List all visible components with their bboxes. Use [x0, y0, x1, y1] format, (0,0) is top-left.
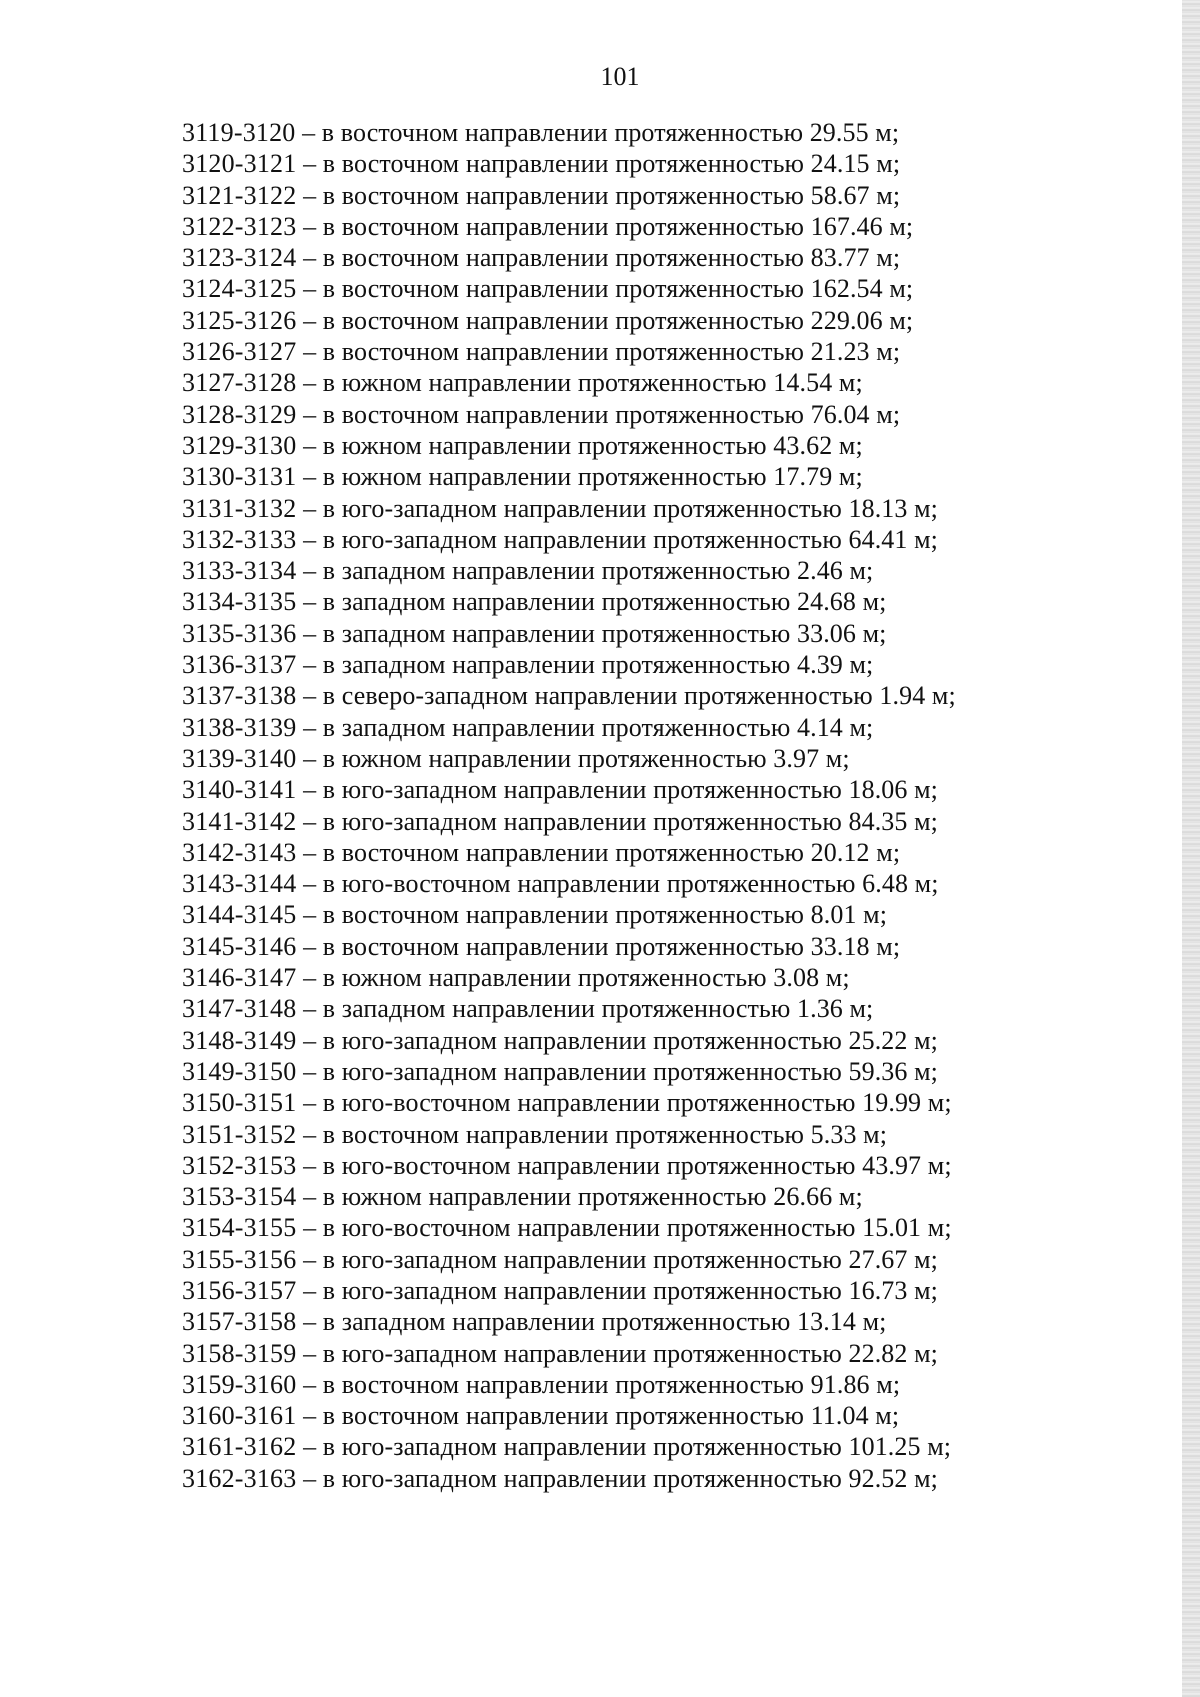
- segment-point-range: 3121-3122: [182, 180, 297, 210]
- segment-point-range: 3149-3150: [182, 1056, 297, 1086]
- boundary-segment-entry: [182, 1275, 1112, 1306]
- segment-point-range: 3145-3146: [182, 931, 297, 961]
- segment-point-range: 3135-3136: [182, 618, 297, 648]
- segment-point-range: 3134-3135: [182, 587, 297, 617]
- boundary-segment-entry: [182, 524, 1112, 555]
- segment-description: – в южном направлении протяженностью 3.08 м;: [303, 963, 850, 993]
- boundary-segment-entry: [182, 586, 1112, 617]
- boundary-segment-entry: [182, 305, 1112, 336]
- segment-point-range: 3136-3137: [182, 650, 297, 680]
- segment-description: – в восточном направлении протяженностью 58.67 м;: [303, 180, 901, 210]
- segment-description: – в южном направлении протяженностью 26.66 м;: [303, 1182, 863, 1212]
- boundary-segment-entry: [182, 399, 1112, 430]
- boundary-segment-entry: [182, 1338, 1112, 1369]
- segment-point-range: 3146-3147: [182, 963, 297, 993]
- segment-description: – в восточном направлении протяженностью 20.12 м;: [303, 837, 901, 867]
- segment-point-range: 3131-3132: [182, 493, 297, 523]
- segment-description: – в юго-западном направлении протяженностью 101.25 м;: [303, 1432, 952, 1462]
- segment-description: – в восточном направлении протяженностью 11.04 м;: [303, 1401, 900, 1431]
- boundary-segment-entry: [182, 712, 1112, 743]
- segment-point-range: 3162-3163: [182, 1463, 297, 1493]
- segment-description: – в восточном направлении протяженностью 162.54 м;: [303, 274, 914, 304]
- segment-point-range: 3119-3120: [182, 118, 296, 147]
- segment-point-range: 3124-3125: [182, 274, 297, 304]
- segment-point-range: 3155-3156: [182, 1244, 297, 1274]
- boundary-segment-entry: [182, 1181, 1112, 1212]
- segment-description: – в восточном направлении протяженностью 8.01 м;: [303, 900, 888, 930]
- segment-description: – в юго-западном направлении протяженностью 59.36 м;: [303, 1056, 938, 1086]
- boundary-segment-entry: [182, 242, 1112, 273]
- segment-description: – в южном направлении протяженностью 3.97 м;: [303, 743, 850, 773]
- segment-point-range: 3141-3142: [182, 806, 297, 836]
- boundary-segment-entry: [182, 1212, 1112, 1243]
- segment-description: – в юго-западном направлении протяженностью 27.67 м;: [303, 1244, 938, 1274]
- segment-description: – в восточном направлении протяженностью 24.15 м;: [303, 149, 901, 179]
- segment-description: – в южном направлении протяженностью 17.79 м;: [303, 462, 863, 492]
- boundary-segment-entry: [182, 1056, 1112, 1087]
- scan-page-edge: [1182, 0, 1200, 1697]
- boundary-segment-entry: [182, 211, 1112, 242]
- segment-point-range: 3123-3124: [182, 243, 297, 273]
- boundary-segment-entry: [182, 1119, 1112, 1150]
- segment-description: – в юго-западном направлении протяженностью 92.52 м;: [303, 1463, 938, 1493]
- segment-point-range: 3154-3155: [182, 1213, 297, 1243]
- segment-point-range: 3148-3149: [182, 1025, 297, 1055]
- segment-point-range: 3157-3158: [182, 1307, 297, 1337]
- segment-description: – в западном направлении протяженностью 4.39 м;: [303, 650, 874, 680]
- segment-point-range: 3120-3121: [182, 149, 297, 179]
- segment-description: – в юго-западном направлении протяженностью 22.82 м;: [303, 1338, 938, 1368]
- boundary-segment-entry: [182, 899, 1112, 930]
- segment-point-range: 3158-3159: [182, 1338, 297, 1368]
- segment-point-range: 3132-3133: [182, 524, 297, 554]
- boundary-segment-entry: [182, 117, 1112, 148]
- segment-point-range: 3138-3139: [182, 712, 297, 742]
- segment-description: – в восточном направлении протяженностью 21.23 м;: [303, 337, 901, 367]
- boundary-segment-entry: [182, 1306, 1112, 1337]
- segment-description: – в восточном направлении протяженностью 167.46 м;: [303, 211, 914, 241]
- boundary-segment-entry: [182, 148, 1112, 179]
- boundary-segment-entry: [182, 273, 1112, 304]
- boundary-segment-entry: [182, 618, 1112, 649]
- boundary-segment-entry: [182, 962, 1112, 993]
- boundary-segment-entry: [182, 493, 1112, 524]
- segment-description: – в западном направлении протяженностью 2.46 м;: [303, 556, 874, 586]
- boundary-segment-entry: [182, 993, 1112, 1024]
- segment-point-range: 3150-3151: [182, 1088, 297, 1118]
- segment-description: – в юго-западном направлении протяженностью 16.73 м;: [303, 1275, 938, 1305]
- boundary-segment-entry: [182, 743, 1112, 774]
- boundary-segment-entry: [182, 1400, 1112, 1431]
- boundary-segment-entry: [182, 1150, 1112, 1181]
- segment-point-range: 3130-3131: [182, 462, 297, 492]
- segment-point-range: 3152-3153: [182, 1150, 297, 1180]
- boundary-segment-entry: [182, 837, 1112, 868]
- segment-description: – в восточном направлении протяженностью 5.33 м;: [303, 1119, 888, 1149]
- boundary-segment-entry: [182, 180, 1112, 211]
- boundary-segment-entry: [182, 774, 1112, 805]
- segment-description: – в юго-восточном направлении протяженностью 43.97 м;: [303, 1150, 952, 1180]
- segment-point-range: 3161-3162: [182, 1432, 297, 1462]
- segment-point-range: 3133-3134: [182, 556, 297, 586]
- boundary-segment-entry: [182, 868, 1112, 899]
- boundary-segment-entry: [182, 931, 1112, 962]
- segment-description: – в западном направлении протяженностью 33.06 м;: [303, 618, 887, 648]
- segment-description: – в восточном направлении протяженностью 229.06 м;: [303, 305, 914, 335]
- segment-description: – в западном направлении протяженностью 1.36 м;: [303, 994, 874, 1024]
- segment-description: – в восточном направлении протяженностью 83.77 м;: [303, 243, 901, 273]
- segment-description: – в юго-восточном направлении протяженностью 15.01 м;: [303, 1213, 952, 1243]
- segment-point-range: 3125-3126: [182, 305, 297, 335]
- segment-description: – в южном направлении протяженностью 43.62 м;: [303, 430, 863, 460]
- segment-point-range: 3128-3129: [182, 399, 297, 429]
- segment-description: – в западном направлении протяженностью 4.14 м;: [303, 712, 874, 742]
- segment-point-range: 3160-3161: [182, 1401, 297, 1431]
- segment-description: – в юго-западном направлении протяженностью 18.06 м;: [303, 775, 938, 805]
- segment-description: – в восточном направлении протяженностью 29.55 м;: [302, 118, 900, 147]
- segment-point-range: 3126-3127: [182, 337, 297, 367]
- segment-description: – в юго-западном направлении протяженностью 18.13 м;: [303, 493, 938, 523]
- boundary-segment-entry: [182, 1244, 1112, 1275]
- segment-description: – в западном направлении протяженностью 24.68 м;: [303, 587, 887, 617]
- segment-description: – в юго-западном направлении протяженностью 25.22 м;: [303, 1025, 938, 1055]
- segment-point-range: 3144-3145: [182, 900, 297, 930]
- segment-description: – в юго-западном направлении протяженностью 84.35 м;: [303, 806, 938, 836]
- boundary-segment-entry: [182, 430, 1112, 461]
- segment-description: – в восточном направлении протяженностью 33.18 м;: [303, 931, 901, 961]
- segment-description: – в юго-восточном направлении протяженностью 19.99 м;: [303, 1088, 952, 1118]
- boundary-segment-entry: [182, 336, 1112, 367]
- segment-description: – в восточном направлении протяженностью 76.04 м;: [303, 399, 901, 429]
- segment-point-range: 3142-3143: [182, 837, 297, 867]
- boundary-segment-entry: [182, 1431, 1112, 1462]
- segment-point-range: 3159-3160: [182, 1369, 297, 1399]
- segment-description: – в южном направлении протяженностью 14.54 м;: [303, 368, 863, 398]
- boundary-segment-list: [182, 117, 1112, 1494]
- segment-point-range: 3151-3152: [182, 1119, 297, 1149]
- boundary-segment-entry: [182, 555, 1112, 586]
- segment-point-range: 3156-3157: [182, 1275, 297, 1305]
- segment-point-range: 3140-3141: [182, 775, 297, 805]
- segment-description: – в северо-западном направлении протяженностью 1.94 м;: [303, 681, 956, 711]
- segment-description: – в западном направлении протяженностью 13.14 м;: [303, 1307, 887, 1337]
- boundary-segment-entry: [182, 367, 1112, 398]
- boundary-segment-entry: [182, 1025, 1112, 1056]
- segment-point-range: 3122-3123: [182, 211, 297, 241]
- segment-point-range: 3127-3128: [182, 368, 297, 398]
- boundary-segment-entry: [182, 680, 1112, 711]
- segment-description: – в восточном направлении протяженностью 91.86 м;: [303, 1369, 901, 1399]
- segment-point-range: 3129-3130: [182, 430, 297, 460]
- segment-description: – в юго-западном направлении протяженностью 64.41 м;: [303, 524, 938, 554]
- segment-point-range: 3147-3148: [182, 994, 297, 1024]
- segment-point-range: 3137-3138: [182, 681, 297, 711]
- boundary-segment-entry: [182, 1087, 1112, 1118]
- segment-description: – в юго-восточном направлении протяженностью 6.48 м;: [303, 869, 939, 899]
- segment-point-range: 3153-3154: [182, 1182, 297, 1212]
- segment-point-range: 3139-3140: [182, 743, 297, 773]
- boundary-segment-entry: [182, 649, 1112, 680]
- boundary-segment-entry: [182, 806, 1112, 837]
- boundary-segment-entry: [182, 461, 1112, 492]
- boundary-segment-entry: [182, 1369, 1112, 1400]
- segment-point-range: 3143-3144: [182, 869, 297, 899]
- boundary-segment-entry: [182, 1463, 1112, 1494]
- page-number: 101: [600, 62, 640, 91]
